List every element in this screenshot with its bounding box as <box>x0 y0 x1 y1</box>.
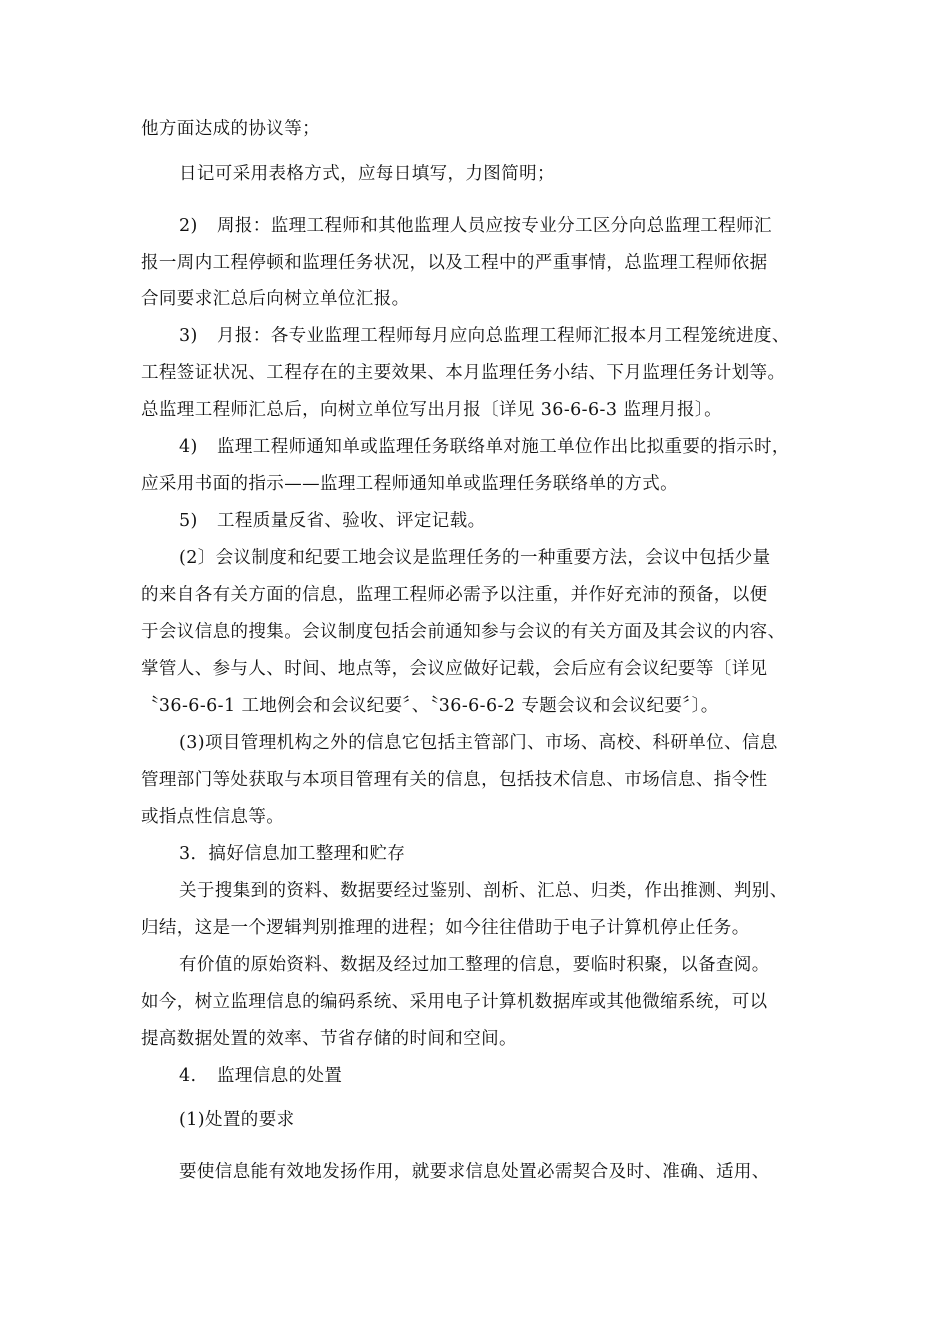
list-item-2 <box>179 214 772 238</box>
list-item-4 <box>179 435 790 459</box>
text-line: 归结，这是一个逻辑判别推理的进程；如今往往借助于电子计算机停止任务。 <box>141 918 750 938</box>
section-number: 4. <box>179 1066 197 1086</box>
list-number: 3) <box>179 326 198 346</box>
text-line: 监理工程师通知单或监理任务联络单对施工单位作出比拟重要的指示时， <box>217 437 790 457</box>
text-line: 关于搜集到的资料、数据要经过鉴别、剖析、汇总、归类，作出推测、判别、 <box>179 881 788 901</box>
text-line: (2〕会议制度和纪要工地会议是监理任务的一种重要方法，会议中包括少量 <box>179 548 771 568</box>
text-line: 工程签证状况、工程存在的主要效果、本月监理任务小结、下月监理任务计划等。 <box>141 363 786 383</box>
subsection-heading: (1)处置的要求 <box>179 1110 295 1130</box>
text-line: 工程质量反省、验收、评定记载。 <box>217 511 486 531</box>
text-line: 有价值的原始资料、数据及经过加工整理的信息，要临时积聚，以备查阅。 <box>179 955 770 975</box>
text-line: 〝36-6-6-1 工地例会和会议纪要〞、〝36-6-6-2 专题会议和会议纪要〞〕。 <box>141 696 719 716</box>
text-line: 合同要求汇总后向树立单位汇报。 <box>141 289 410 309</box>
text-line: 日记可采用表格方式，应每日填写，力图简明； <box>179 164 555 184</box>
list-number: 4) <box>179 437 198 457</box>
list-number: 5) <box>179 511 198 531</box>
text-line: 总监理工程师汇总后，向树立单位写出月报〔详见 36-6-6-3 监理月报〕。 <box>141 400 722 420</box>
section-title: 监理信息的处置 <box>217 1066 343 1086</box>
text-line: 如今，树立监理信息的编码系统、采用电子计算机数据库或其他微缩系统，可以 <box>141 992 768 1012</box>
text-line: 报一周内工程停顿和监理任务状况，以及工程中的严重事情，总监理工程师依据 <box>141 253 768 273</box>
text-line: 周报：监理工程师和其他监理人员应按专业分工区分向总监理工程师汇 <box>217 216 772 236</box>
section-heading <box>179 1064 342 1088</box>
list-item-5 <box>179 509 486 533</box>
text-line: 或指点性信息等。 <box>141 807 285 827</box>
text-line: 于会议信息的搜集。会议制度包括会前通知参与会议的有关方面及其会议的内容、 <box>141 622 786 642</box>
text-line: 他方面达成的协议等； <box>141 119 320 139</box>
section-heading: 3．搞好信息加工整理和贮存 <box>179 844 406 864</box>
list-number: 2) <box>179 216 198 236</box>
text-line: 要使信息能有效地发扬作用，就要求信息处置必需契合及时、准确、适用、 <box>179 1162 770 1182</box>
text-line: 提高数据处置的效率、节省存储的时间和空间。 <box>141 1029 517 1049</box>
text-line: 掌管人、参与人、时间、地点等，会议应做好记载，会后应有会议纪要等〔详见 <box>141 659 768 679</box>
text-line: (3)项目管理机构之外的信息它包括主管部门、市场、高校、科研单位、信息 <box>179 733 778 753</box>
text-line: 的来自各有关方面的信息，监理工程师必需予以注重，并作好充沛的预备，以便 <box>141 585 768 605</box>
text-line: 月报：各专业监理工程师每月应向总监理工程师汇报本月工程笼统进度、 <box>217 326 790 346</box>
text-line: 管理部门等处获取与本项目管理有关的信息，包括技术信息、市场信息、指令性 <box>141 770 768 790</box>
text-line: 应采用书面的指示——监理工程师通知单或监理任务联络单的方式。 <box>141 474 678 494</box>
list-item-3 <box>179 324 790 348</box>
